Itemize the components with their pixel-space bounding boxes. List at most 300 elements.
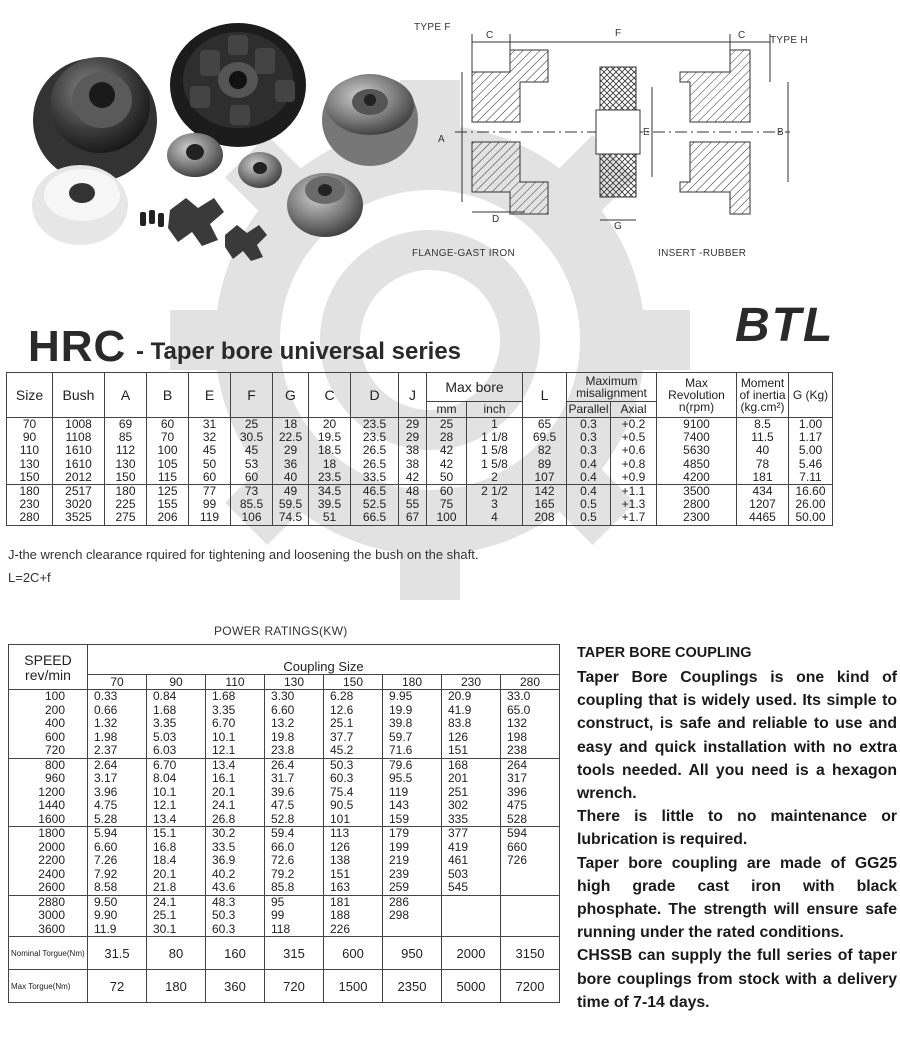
col-c: C [309, 373, 351, 418]
spec-value: 107 [534, 469, 555, 484]
speed-value: 2200 [38, 853, 65, 867]
speed-header: SPEED rev/min [9, 645, 88, 690]
coupling-size-header: Coupling Size [88, 645, 560, 675]
power-value: 1.32 [94, 716, 118, 730]
spec-value: 112 [115, 443, 136, 458]
power-value: 179 [389, 826, 410, 840]
l-formula: L=2C+f [8, 570, 51, 585]
power-value: 475 [507, 798, 528, 812]
spec-value: 110 [19, 443, 40, 458]
dim-c-left: C [486, 30, 494, 41]
spec-cell-bush [53, 485, 105, 526]
spec-value: 29 [405, 430, 420, 445]
col-max-bore: Max bore [427, 373, 523, 402]
power-value: 188 [330, 908, 351, 922]
power-value: 25.1 [330, 716, 354, 730]
power-value: 33.0 [507, 689, 531, 703]
description-paragraph: CHSSB can supply the full series of taper bore couplings from stock with a delivery time of 7-14 days. [577, 947, 897, 1011]
spec-value: 53 [244, 456, 259, 471]
power-value: 143 [389, 798, 410, 812]
power-value: 0.33 [94, 689, 118, 703]
power-value: 335 [448, 811, 469, 826]
spec-value: 4465 [749, 510, 776, 525]
power-value: 24.1 [212, 798, 236, 812]
power-cell [324, 690, 383, 759]
spec-value: 59.5 [278, 497, 303, 512]
spec-value: 99 [202, 497, 217, 512]
speed-cell [9, 758, 88, 827]
dim-g: G [614, 221, 623, 232]
power-value: 12.1 [212, 743, 236, 757]
spec-value: 42 [439, 456, 454, 471]
spec-table-body [7, 418, 833, 526]
spec-value: 3020 [65, 497, 92, 512]
col-d: D [351, 373, 399, 418]
spec-value: 0.3 [580, 417, 597, 431]
spec-cell-mm [427, 418, 467, 485]
power-value: 43.6 [212, 880, 236, 894]
col-g: G [273, 373, 309, 418]
spec-value: 89 [537, 456, 552, 471]
max-torque-value: 7200 [501, 970, 560, 1003]
spec-value: 40 [755, 443, 770, 458]
spec-value: 1 [491, 417, 498, 431]
power-value: 126 [448, 729, 469, 744]
power-value: 264 [507, 757, 528, 772]
power-value: 90.5 [330, 798, 354, 812]
power-cell [442, 758, 501, 827]
power-value: 52.8 [271, 811, 295, 826]
nominal-torque-value: 2000 [442, 937, 501, 970]
spec-value: 1.17 [798, 430, 823, 445]
power-value: 239 [389, 866, 410, 881]
max-torque-value: 720 [265, 970, 324, 1003]
spec-value: 19.5 [317, 430, 342, 445]
coupling-drawing [400, 12, 820, 272]
col-b: B [147, 373, 189, 418]
spec-value: 181 [752, 469, 773, 484]
power-value: 594 [507, 826, 528, 840]
power-value: 18.4 [153, 853, 177, 867]
insert-caption: INSERT -RUBBER [658, 248, 747, 259]
spec-value: 77 [202, 484, 217, 499]
power-value: 12.1 [153, 798, 177, 812]
power-value: 47.5 [271, 798, 295, 812]
spec-value: 38 [405, 456, 420, 471]
coupling-size-180: 180 [383, 675, 442, 690]
power-row-group [9, 827, 560, 896]
spec-value: 90 [22, 430, 37, 445]
spec-value: 2800 [683, 497, 710, 512]
speed-cell [9, 895, 88, 937]
power-value: 226 [330, 921, 351, 936]
power-cell [383, 758, 442, 827]
col-mm: mm [427, 402, 467, 418]
power-value: 15.1 [153, 826, 177, 840]
spec-value: 25 [244, 417, 259, 431]
power-cell [147, 895, 206, 937]
spec-value: 1 5/8 [481, 443, 508, 458]
spec-value: 1108 [65, 430, 92, 445]
power-value: 198 [507, 729, 528, 744]
power-value: 8.58 [94, 880, 118, 894]
spec-value: 45 [244, 443, 259, 458]
spec-cell-a [105, 485, 147, 526]
coupling-size-150: 150 [324, 675, 383, 690]
spec-value: 130 [19, 456, 40, 471]
power-value: 31.7 [271, 771, 295, 785]
power-value: 1.68 [212, 689, 236, 703]
spec-cell-l [523, 418, 567, 485]
power-value: 396 [507, 784, 528, 799]
coupling-size-130: 130 [265, 675, 324, 690]
spec-value: 23.5 [362, 417, 387, 431]
spec-value: 7400 [683, 430, 710, 445]
power-value: 9.90 [94, 908, 118, 922]
power-value: 528 [507, 811, 528, 826]
spec-cell-rpm [657, 485, 737, 526]
nominal-torque-value: 3150 [501, 937, 560, 970]
power-value: 65.0 [507, 702, 531, 717]
power-value: 41.9 [448, 702, 472, 717]
spec-cell-a [105, 418, 147, 485]
power-cell [265, 758, 324, 827]
nominal-torque-value: 80 [147, 937, 206, 970]
spec-cell-mm [427, 485, 467, 526]
power-value: 19.9 [389, 702, 413, 717]
power-value: 461 [448, 853, 469, 867]
spec-value: 1610 [65, 456, 92, 471]
spec-value: 74.5 [278, 510, 303, 525]
spec-value: 1008 [65, 417, 92, 431]
power-value: 503 [448, 866, 469, 881]
description-text [577, 666, 897, 1014]
speed-value: 2880 [38, 894, 65, 909]
power-value: 298 [389, 908, 410, 922]
spec-value: 9100 [683, 417, 710, 431]
power-value: 259 [389, 880, 410, 894]
spec-value: 1 5/8 [481, 456, 508, 471]
spec-value: 70 [160, 430, 175, 445]
power-cell [442, 895, 501, 937]
power-cell [501, 827, 560, 896]
power-value: 199 [389, 839, 410, 854]
power-value: 30.2 [212, 826, 236, 840]
power-value: 95.5 [389, 771, 413, 785]
spec-value: 4 [491, 510, 498, 525]
spec-value: 0.5 [580, 497, 597, 512]
nominal-torque-value: 160 [206, 937, 265, 970]
power-value: 419 [448, 839, 469, 854]
power-value: 33.5 [212, 839, 236, 854]
power-value: 26.4 [271, 757, 295, 772]
spec-cell-e [189, 418, 231, 485]
power-value: 39.8 [389, 716, 413, 730]
spec-value: 60 [202, 469, 217, 484]
power-value: 83.8 [448, 716, 472, 730]
nominal-torque-row [9, 937, 560, 970]
col-a: A [105, 373, 147, 418]
col-moment-inertia: Moment of inertia (kg.cm²) [737, 373, 789, 418]
col-misalignment: Maximum misalignment [567, 373, 657, 402]
power-value: 1.68 [153, 702, 177, 717]
coupling-diagram [400, 12, 820, 272]
speed-value: 3000 [38, 908, 65, 922]
power-cell [206, 690, 265, 759]
spec-value: 38 [405, 443, 420, 458]
power-value: 79.6 [389, 757, 413, 772]
spec-value: +0.9 [621, 469, 646, 484]
power-cell [383, 895, 442, 937]
col-size: Size [7, 373, 53, 418]
spec-value: 2 [491, 469, 498, 484]
spec-cell-inch [467, 485, 523, 526]
spec-value: 51 [322, 510, 337, 525]
spec-value: 5.00 [798, 443, 823, 458]
brand-logo: BTL [735, 299, 835, 352]
spec-value: 2517 [65, 484, 92, 499]
col-axial: Axial [611, 402, 657, 418]
spec-value: 208 [534, 510, 555, 525]
spec-cell-b [147, 485, 189, 526]
spec-value: 30.5 [239, 430, 264, 445]
power-cell [324, 758, 383, 827]
power-cell [88, 690, 147, 759]
power-row-group [9, 758, 560, 827]
spec-value: 2012 [65, 469, 92, 484]
product-photo [20, 10, 420, 265]
power-value: 21.8 [153, 880, 177, 894]
power-cell [265, 895, 324, 937]
power-value: 13.4 [153, 811, 177, 826]
series-subtitle: - Taper bore universal series [136, 338, 462, 365]
power-cell [265, 827, 324, 896]
power-value: 85.8 [271, 880, 295, 894]
spec-value: 60 [160, 417, 175, 431]
spec-value: 230 [19, 497, 40, 512]
power-value: 119 [389, 784, 409, 799]
power-cell [383, 827, 442, 896]
power-row-group [9, 895, 560, 937]
power-cell [206, 758, 265, 827]
spec-value: 78 [755, 456, 770, 471]
spec-value: 142 [534, 484, 555, 499]
spec-value: 100 [436, 510, 457, 525]
col-f: F [231, 373, 273, 418]
power-value: 251 [448, 784, 469, 799]
spec-value: 280 [19, 510, 40, 525]
flange-caption: FLANGE-GAST IRON [412, 248, 515, 259]
spec-value: 26.5 [362, 456, 387, 471]
power-value: 8.04 [153, 771, 177, 785]
power-value: 75.4 [330, 784, 354, 799]
coupling-size-70: 70 [88, 675, 147, 690]
power-cell [501, 758, 560, 827]
spec-cell-size [7, 485, 53, 526]
spec-cell-j [399, 418, 427, 485]
power-cell [206, 895, 265, 937]
spec-cell-g [273, 418, 309, 485]
speed-value: 100 [44, 689, 65, 703]
spec-value: 115 [157, 469, 178, 484]
power-value: 302 [448, 798, 469, 812]
spec-value: 155 [157, 497, 178, 512]
dim-b: B [777, 127, 784, 138]
power-value: 238 [507, 743, 528, 757]
power-cell [442, 690, 501, 759]
power-value: 23.8 [271, 743, 295, 757]
spec-value: 32 [202, 430, 217, 445]
dim-f: F [615, 28, 622, 39]
spec-value: 150 [19, 469, 40, 484]
max-torque-label: Max Torgue(Nm) [9, 970, 88, 1003]
power-value: 26.8 [212, 811, 236, 826]
coupling-size-110: 110 [206, 675, 265, 690]
power-value: 72.6 [271, 853, 295, 867]
power-value: 16.8 [153, 839, 177, 854]
max-torque-row [9, 970, 560, 1003]
power-value: 9.50 [94, 894, 118, 909]
spec-value: 7.11 [799, 469, 822, 484]
spec-value: 70 [22, 417, 37, 431]
spec-value: 105 [157, 456, 178, 471]
power-value: 59.4 [271, 826, 295, 840]
spec-cell-parallel [567, 418, 611, 485]
spec-value: 100 [157, 443, 178, 458]
power-value: 48.3 [212, 894, 236, 909]
spec-value: 22.5 [278, 430, 303, 445]
series-title: HRC [28, 322, 127, 371]
speed-value: 1600 [38, 811, 65, 826]
speed-value: 2400 [38, 866, 65, 881]
spec-cell-inertia [737, 485, 789, 526]
speed-value: 1800 [38, 826, 65, 840]
spec-value: 1610 [65, 443, 92, 458]
spec-cell-f [231, 418, 273, 485]
spec-value: 2 1/2 [481, 484, 508, 499]
spec-value: 85 [118, 430, 133, 445]
spec-value: 0.3 [580, 443, 597, 458]
power-value: 3.35 [153, 716, 177, 730]
spec-value: 0.4 [580, 469, 597, 484]
max-torque-value: 72 [88, 970, 147, 1003]
power-cell [88, 758, 147, 827]
spec-value: 65 [537, 417, 552, 431]
power-value: 219 [389, 853, 410, 867]
power-value: 66.0 [271, 839, 295, 854]
power-value: 99 [271, 908, 285, 922]
power-row-group [9, 690, 560, 759]
power-value: 71.6 [389, 743, 413, 757]
power-value [507, 896, 559, 910]
power-value: 16.1 [212, 771, 236, 785]
spec-value: 18.5 [317, 443, 342, 458]
speed-value: 960 [44, 771, 65, 785]
power-value: 163 [330, 880, 351, 894]
spec-value: 52.5 [362, 497, 387, 512]
spec-value: 130 [115, 456, 136, 471]
power-value: 286 [389, 894, 410, 909]
power-value: 10.1 [153, 784, 177, 799]
speed-value: 600 [44, 729, 65, 744]
spec-value: 180 [115, 484, 136, 499]
spec-value: 23.5 [317, 469, 342, 484]
power-value: 5.94 [94, 826, 118, 840]
power-value: 3.30 [271, 689, 295, 703]
power-cell [324, 827, 383, 896]
spec-value: 165 [534, 497, 555, 512]
power-cell [147, 827, 206, 896]
spec-value: 82 [537, 443, 552, 458]
power-value [389, 923, 441, 937]
spec-value: 48 [405, 484, 420, 499]
power-cell [501, 895, 560, 937]
spec-cell-d [351, 485, 399, 526]
power-value [448, 896, 500, 910]
power-value: 40.2 [212, 866, 236, 881]
spec-cell-f [231, 485, 273, 526]
dim-a: A [438, 134, 445, 145]
spec-value: 11.5 [751, 430, 774, 445]
power-value: 6.28 [330, 689, 354, 703]
power-cell [324, 895, 383, 937]
power-value: 132 [507, 716, 528, 730]
spec-cell-c [309, 485, 351, 526]
power-value: 151 [330, 866, 351, 881]
power-value: 3.96 [94, 784, 118, 799]
spec-value: 69 [118, 417, 133, 431]
spec-value: 1 1/8 [481, 430, 508, 445]
max-torque-value: 1500 [324, 970, 383, 1003]
spec-value: 45 [202, 443, 217, 458]
col-weight: G (Kg) [789, 373, 833, 418]
power-value: 24.1 [153, 894, 177, 909]
description-paragraph: There is little to no maintenance or lubrication is required. [577, 808, 897, 849]
power-value: 7.26 [94, 853, 118, 867]
power-cell [383, 690, 442, 759]
spec-value: 50 [439, 469, 454, 484]
power-value [507, 923, 559, 937]
power-value: 13.4 [212, 757, 236, 772]
power-value: 1.98 [94, 729, 118, 744]
power-value: 726 [507, 853, 528, 867]
power-value: 95 [271, 894, 285, 909]
power-value: 79.2 [271, 866, 295, 881]
spec-cell-bush [53, 418, 105, 485]
spec-row-group [7, 485, 833, 526]
spec-value: 75 [439, 497, 454, 512]
spec-value: 1.00 [798, 417, 823, 431]
power-cell [147, 758, 206, 827]
spec-cell-parallel [567, 485, 611, 526]
spec-value: 3 [491, 497, 498, 512]
spec-value: 0.3 [580, 430, 597, 445]
speed-value: 2000 [38, 839, 65, 854]
spec-cell-inch [467, 418, 523, 485]
power-value: 377 [448, 826, 469, 840]
speed-cell [9, 690, 88, 759]
col-j: J [399, 373, 427, 418]
col-parallel: Parallel [568, 402, 609, 416]
power-value: 138 [330, 853, 351, 867]
max-torque-value: 180 [147, 970, 206, 1003]
spec-value: 50 [202, 456, 217, 471]
spec-cell-size [7, 418, 53, 485]
speed-cell [9, 827, 88, 896]
power-value [507, 909, 559, 923]
coupling-size-230: 230 [442, 675, 501, 690]
power-value: 9.95 [389, 689, 413, 703]
